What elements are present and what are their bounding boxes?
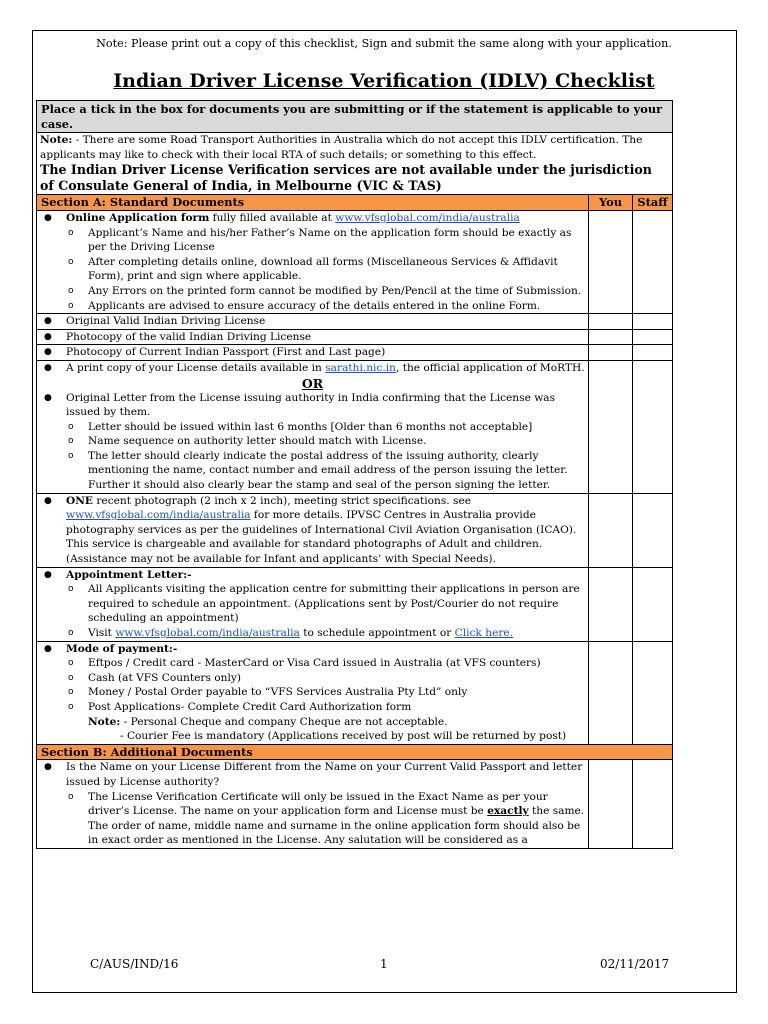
- staff-checkbox[interactable]: [632, 210, 672, 313]
- note-cell: [37, 133, 673, 195]
- footer-date: 02/11/2017: [600, 957, 670, 971]
- online-form-label: Online Application form: [66, 211, 210, 224]
- you-checkbox[interactable]: [588, 493, 632, 567]
- name-sub-exactly: exactly: [487, 805, 529, 818]
- list-item: ● Original Valid Indian Driving License: [66, 314, 585, 329]
- original-letter: Original Letter from the License issuing authority in India confirming that the License was issued by them.: [66, 391, 556, 419]
- table-row: [37, 210, 673, 313]
- table-header: Place a tick in the box for documents you are submitting or if the statement is applicable to your case.: [37, 101, 673, 133]
- you-checkbox[interactable]: [588, 210, 632, 313]
- table-row: [37, 567, 673, 641]
- staff-checkbox[interactable]: [632, 345, 672, 361]
- payment-note-2: - Courier Fee is mandatory (Applications received by post will be returned by post): [120, 730, 567, 743]
- vfs-link[interactable]: www.vfsglobal.com/india/australia: [66, 509, 251, 522]
- checklist-table: [36, 100, 673, 849]
- list-item: o Letter should be issued within last 6 months [Older than 6 months not acceptable]: [88, 420, 585, 435]
- list-item: o Money / Postal Order payable to “VFS Services Australia Pty Ltd” only: [88, 685, 585, 700]
- staff-checkbox[interactable]: [632, 567, 672, 641]
- appointment-label: Appointment Letter:-: [66, 568, 192, 581]
- photo-text-more: for more details. IPVSC Centres in Australia provide photography services as per the guidelines of International Civil Aviation Organisation (ICAO). This service is chargeable and available for standard photographs of Adult and children. (Assistance may not be available for Infant and applicants’ with Special Needs).: [66, 509, 577, 566]
- or-divider: OR: [301, 375, 324, 391]
- you-checkbox[interactable]: [588, 760, 632, 849]
- you-checkbox[interactable]: [588, 360, 632, 493]
- sarathi-link[interactable]: sarathi.nic.in: [325, 361, 396, 374]
- list-item: o After completing details online, download all forms (Miscellaneous Services & Affidavit Form), print and sign where applicable.: [88, 255, 585, 284]
- list-item: o Applicant’s Name and his/her Father’s Name on the application form should be exactly as per the Driving License: [88, 226, 585, 255]
- payment-label: Mode of payment:-: [66, 642, 178, 655]
- list-item: o Any Errors on the printed form cannot be modified by Pen/Pencil at the time of Submission.: [88, 284, 585, 299]
- footer-page-number: 1: [380, 957, 388, 971]
- table-row: [37, 493, 673, 567]
- list-item: o Name sequence on authority letter should match with License.: [88, 434, 585, 449]
- footer-code: C/AUS/IND/16: [90, 957, 179, 971]
- col-staff: Staff: [632, 195, 672, 211]
- staff-checkbox[interactable]: [632, 493, 672, 567]
- photo-one: ONE: [66, 494, 93, 507]
- click-here-link[interactable]: Click here.: [454, 627, 514, 639]
- payment-note-label: Note:: [88, 715, 121, 728]
- list-item: [88, 626, 585, 641]
- list-item: ● Photocopy of Current Indian Passport (First and Last page): [66, 345, 585, 360]
- print-copy-post: , the official application of MoRTH.: [395, 361, 585, 374]
- list-item: o Applicants are advised to ensure accuracy of the details entered in the online Form.: [88, 299, 585, 314]
- list-item: o Cash (at VFS Counters only): [88, 671, 585, 686]
- jurisdiction-note: The Indian Driver License Verification services are not available under the jurisdiction of Consulate General of India, in Melbourne (VIC & TAS): [40, 162, 652, 194]
- list-item: o Eftpos / Credit card - MasterCard or Visa Card issued in Australia (at VFS counters): [88, 656, 585, 671]
- list-item: o The letter should clearly indicate the postal address of the issuing authority, clearly mentioning the name, contact number and email address of the person issuing the letter. Further it should also clearly bear the stamp and seal of the person signing the letter.: [88, 449, 585, 493]
- you-checkbox[interactable]: [588, 567, 632, 641]
- list-item: o All Applicants visiting the application centre for submitting their applications in person are required to schedule an appointment. (Applications sent by Post/Courier do not require scheduling an appointment): [88, 582, 585, 626]
- you-checkbox[interactable]: [588, 345, 632, 361]
- staff-checkbox[interactable]: [632, 314, 672, 330]
- visit-text: Visit: [88, 627, 116, 639]
- payment-note-1: - Personal Cheque and company Cheque are not acceptable.: [120, 715, 448, 728]
- staff-checkbox[interactable]: [632, 760, 672, 849]
- table-row: [37, 360, 673, 493]
- list-item: o Post Applications- Complete Credit Card Authorization form: [88, 700, 585, 715]
- staff-checkbox[interactable]: [632, 329, 672, 345]
- top-note: Note: Please print out a copy of this checklist, Sign and submit the same along with your application.: [96, 37, 672, 50]
- online-form-text: fully filled available at: [209, 211, 336, 224]
- table-row: [37, 345, 673, 361]
- section-b-title: Section B: Additional Documents: [37, 744, 673, 760]
- table-row: [37, 641, 673, 744]
- name-sub-post: the same. The order of name, middle name and surname in the online application form should also be in exact order as mentioned in the License. Any salutation will be considered as a: [88, 805, 585, 847]
- note-label: Note:: [40, 134, 73, 147]
- table-row: [37, 314, 673, 330]
- vfs-link[interactable]: www.vfsglobal.com/india/australia: [335, 211, 520, 224]
- payment-note: [66, 715, 585, 730]
- staff-checkbox[interactable]: [632, 360, 672, 493]
- table-row: [37, 329, 673, 345]
- you-checkbox[interactable]: [588, 329, 632, 345]
- table-row: [37, 760, 673, 849]
- print-copy-text: A print copy of your License details available in: [66, 361, 326, 374]
- photo-text: (2 inch x 2 inch), meeting strict specifications. see: [196, 494, 471, 507]
- you-checkbox[interactable]: [588, 641, 632, 744]
- col-you: You: [588, 195, 632, 211]
- page-title: Indian Driver License Verification (IDLV) Checklist: [113, 70, 655, 92]
- list-item: ● Photocopy of the valid Indian Driving License: [66, 330, 585, 345]
- name-sub-pre: The License Verification Certificate will only be issued in the Exact Name as per your driver’s License. The name on your application form and License must be: [88, 790, 548, 818]
- photo-label: recent photograph: [93, 494, 197, 507]
- visit-mid: to schedule appointment or: [299, 627, 455, 639]
- vfs-link[interactable]: www.vfsglobal.com/india/australia: [115, 627, 300, 639]
- staff-checkbox[interactable]: [632, 641, 672, 744]
- section-a-title: Section A: Standard Documents: [37, 195, 589, 211]
- list-item: [88, 790, 585, 848]
- name-diff-question: Is the Name on your License Different from the Name on your Current Valid Passport and letter issued by License authority?: [66, 761, 583, 788]
- you-checkbox[interactable]: [588, 314, 632, 330]
- note-text: - There are some Road Transport Authorities in Australia which do not accept this IDLV certification. The applicants may like to check with their local RTA of such details; or something to this effect.: [40, 134, 643, 161]
